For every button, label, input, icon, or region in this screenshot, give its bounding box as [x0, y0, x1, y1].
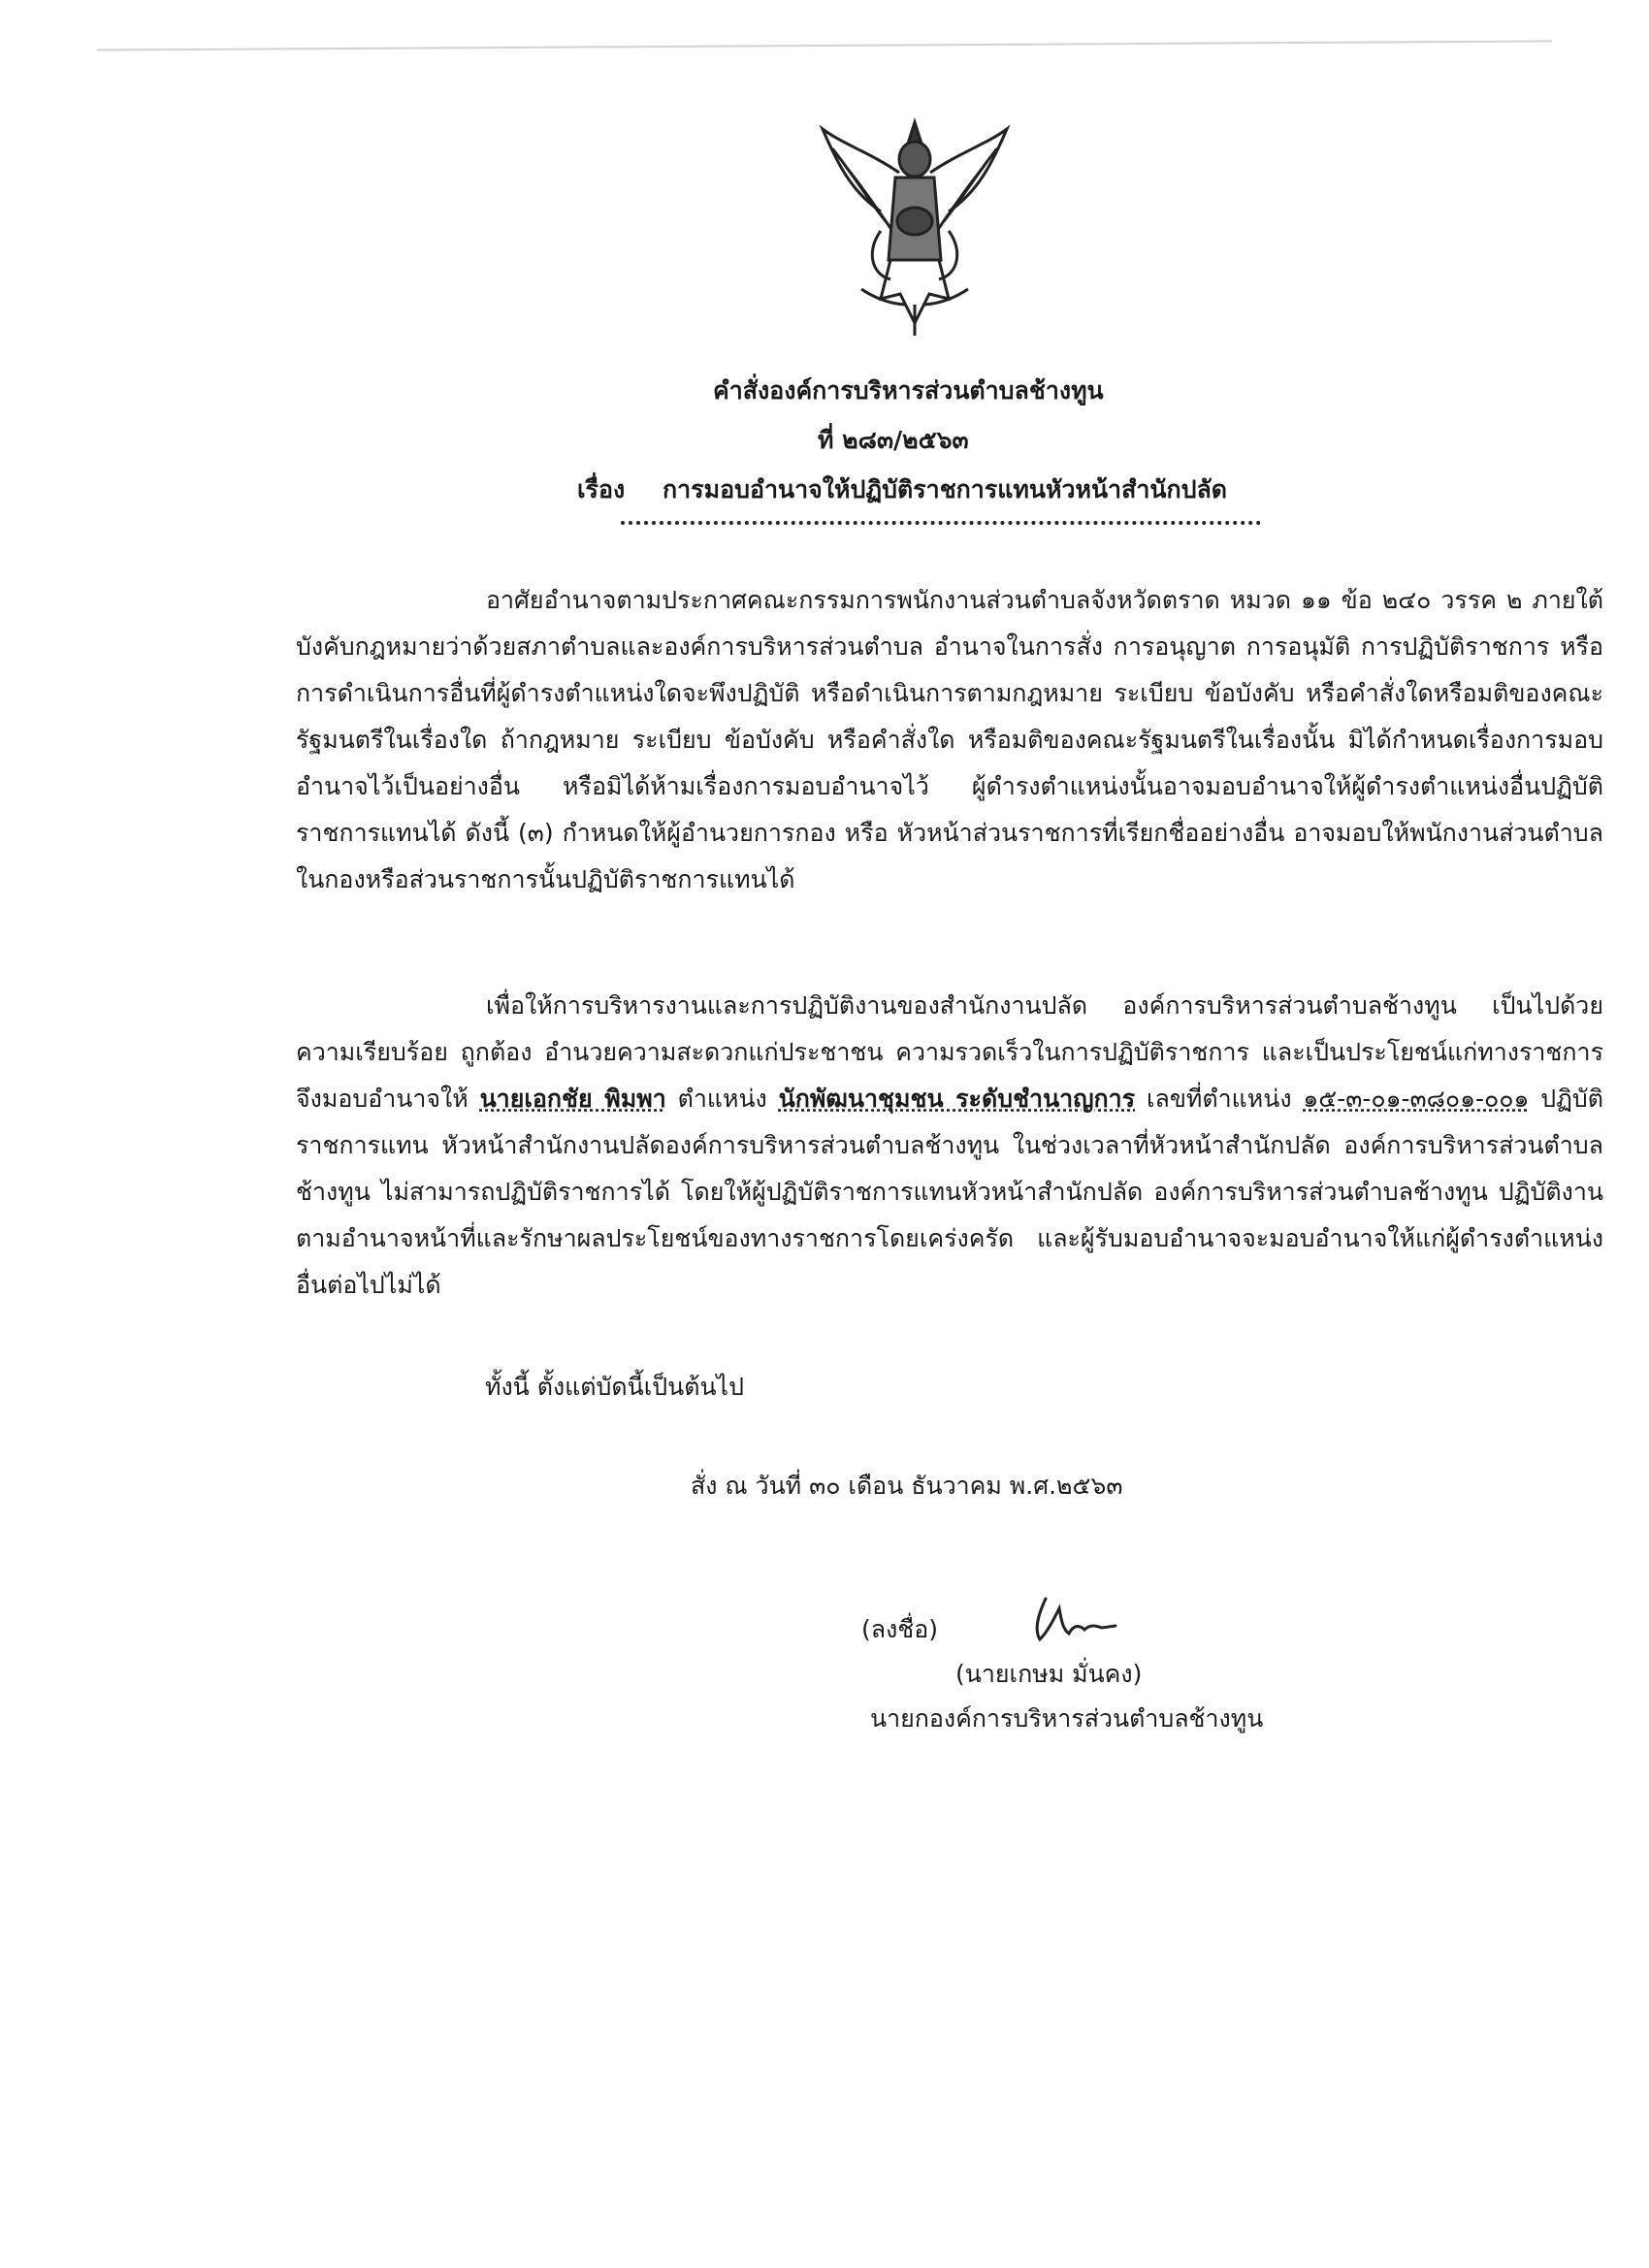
subject-label: เรื่อง: [577, 475, 626, 503]
signature-label: (ลงชื่อ): [861, 1615, 939, 1643]
signer-name: (นายเกษม มั่นคง): [955, 1660, 1143, 1688]
order-number: ที่ ๒๘๓/๒๕๖๓: [818, 426, 969, 454]
handwritten-signature: [1028, 1591, 1125, 1647]
position-number-label: เลขที่ตำแหน่ง: [1146, 1085, 1292, 1113]
signer-title: นายกองค์การบริหารส่วนตำบลช้างทูน: [870, 1704, 1264, 1733]
paragraph-delegation-rest: ปฏิบัติราชการแทน หัวหน้าสำนักงานปลัดองค์การบริหารส่วนตำบลช้างทูน ในช่วงเวลาที่หัวหน้าสำนักปลัด องค์การบริหารส่วนตำบลช้างทูน ไม่สามารถปฏิบัติราชการได้ โดยให้ผู้ปฏิบัติราชการแทนหัวหน้าสำนักปลัด องค์การบริหารส่วนตำบลช้างทูน ปฏิบัติงานตามอำนาจหน้าที่และรักษาผลประโยชน์ของทางราชการโดยเคร่งครัด และผู้รับมอบอำนาจจะมอบอำนาจให้แก่ผู้ดำรงตำแหน่งอื่นต่อไปไม่ได้: [296, 1085, 1604, 1299]
position-label: ตำแหน่ง: [677, 1085, 767, 1113]
paragraph-delegation: [296, 983, 1603, 1309]
garuda-emblem-icon: [813, 114, 1017, 340]
paragraph-authority: [296, 577, 1603, 903]
delegate-position: นักพัฒนาชุมชน ระดับชำนาญการ: [778, 1085, 1136, 1113]
position-number: ๑๕-๓-๐๑-๓๘๐๑-๐๐๑: [1303, 1085, 1530, 1113]
order-title: คำสั่งองค์การบริหารส่วนตำบลช้างทูน: [713, 376, 1104, 405]
paragraph-delegation-intro: เพื่อให้การบริหารงานและการปฏิบัติงานของสำนักงานปลัด องค์การบริหารส่วนตำบลช้างทูน เป็นไปด้วยความเรียบร้อย ถูกต้อง อำนวยความสะดวกแก่ประชาชน ความรวดเร็วในการปฏิบัติราชการ และเป็นประโยชน์แก่ทางราชการ จึงมอบอำนาจให้: [296, 991, 1603, 1113]
subject-text: การมอบอำนาจให้ปฏิบัติราชการแทนหัวหน้าสำนักปลัด: [663, 475, 1228, 503]
dotted-divider: [621, 521, 1261, 525]
order-date: สั่ง ณ วันที่ ๓๐ เดือน ธันวาคม พ.ศ.๒๕๖๓: [691, 1472, 1123, 1500]
effective-statement: ทั้งนี้ ตั้งแต่บัดนี้เป็นต้นไป: [485, 1373, 744, 1401]
paragraph-authority-text: อาศัยอำนาจตามประกาศคณะกรรมการพนักงานส่วนตำบลจังหวัดตราด หมวด ๑๑ ข้อ ๒๔๐ วรรค ๒ ภายใต้บังคับกฎหมายว่าด้วยสภาตำบลและองค์การบริหารส่วนตำบล อำนาจในการสั่ง การอนุญาต การอนุมัติ การปฏิบัติราชการ หรือการดำเนินการอื่นที่ผู้ดำรงตำแหน่งใดจะพึงปฏิบัติ หรือดำเนินการตามกฎหมาย ระเบียบ ข้อบังคับ หรือคำสั่งใดหรือมติของคณะรัฐมนตรีในเรื่องใด ถ้ากฎหมาย ระเบียบ ข้อบังคับ หรือคำสั่งใด หรือมติของคณะรัฐมนตรีในเรื่องนั้น มิได้กำหนดเรื่องการมอบอำนาจไว้เป็นอย่างอื่น หรือมิได้ห้ามเรื่องการมอบอำนาจไว้ ผู้ดำรงตำแหน่งนั้นอาจมอบอำนาจให้ผู้ดำรงตำแหน่งอื่นปฏิบัติราชการแทนได้ ดังนี้ (๓) กำหนดให้ผู้อำนวยการกอง หรือ หัวหน้าส่วนราชการที่เรียกชื่ออย่างอื่น อาจมอบให้พนักงานส่วนตำบลในกองหรือส่วนราชการนั้นปฏิบัติราชการแทนได้: [296, 586, 1603, 893]
scan-edge-line: [97, 40, 1552, 50]
delegate-name: นายเอกชัย พิมพา: [479, 1085, 666, 1113]
